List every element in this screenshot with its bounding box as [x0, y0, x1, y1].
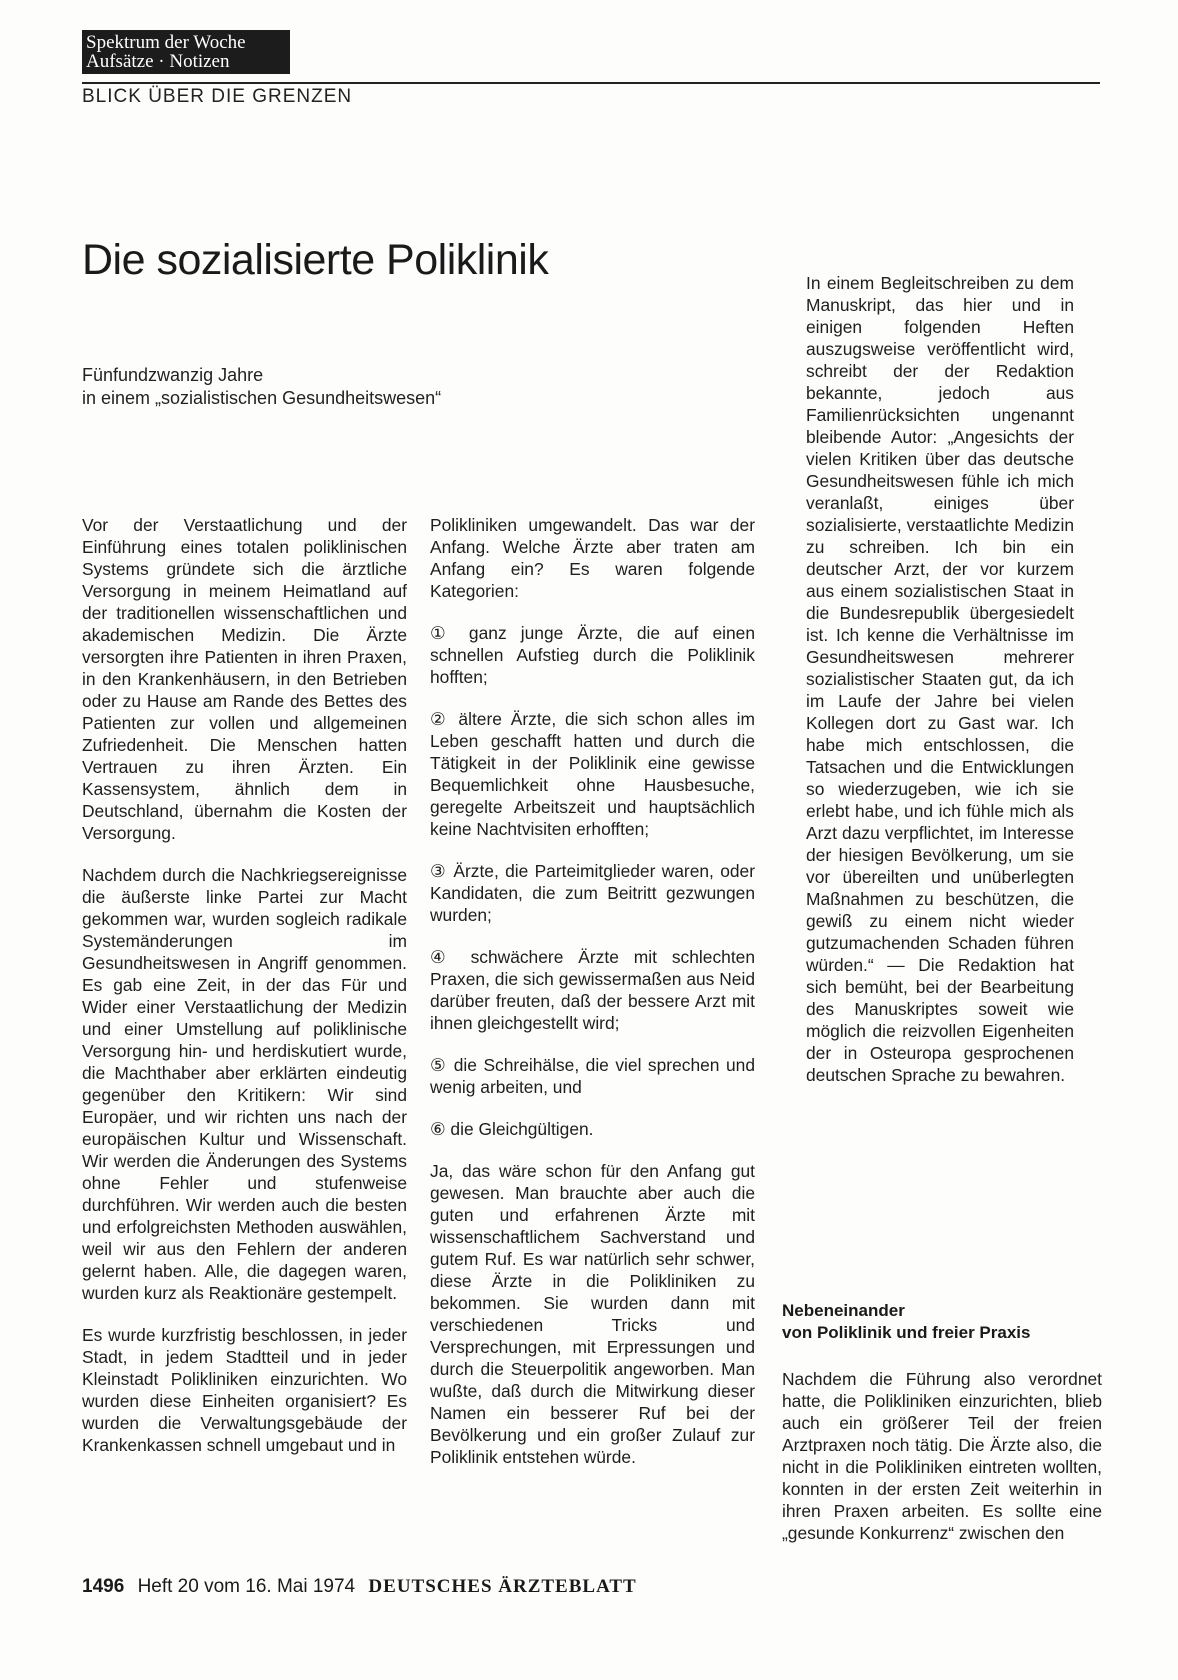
editorial-note-column	[806, 272, 1074, 1106]
paragraph: Nachdem die Führung also verordnet hatte, die Polikliniken einzurichten, blieb auch ein größerer Teil der freien Arztpraxen noch tätig. Die Ärzte also, die nicht in die Polikliniken eintreten wollten, konnten in der ersten Zeit weiterhin in ihren Praxen arbeiten. Es sollte eine „gesunde Konkurrenz“ zwischen den	[782, 1369, 1102, 1543]
magazine-name: DEUTSCHES ÄRZTEBLATT	[368, 1576, 637, 1597]
list-item: ③ Ärzte, die Parteimitglieder waren, oder Kandidaten, die zum Beitritt gezwungen wurden;	[430, 861, 755, 925]
list-item: ⑥ die Gleichgültigen.	[430, 1119, 594, 1139]
section-header-box	[82, 30, 290, 74]
paragraph: Vor der Verstaatlichung und der Einführung eines totalen poliklinischen Systems gründete sich die ärztliche Versorgung in meinem Heimatland auf der traditionellen wissenschaftlichen und akademischen Medizin. Die Ärzte versorgten ihre Patienten in ihren Praxen, in den Krankenhäusern, in den Betrieben oder zu Hause am Rande des Bettes des Patienten zur vollen und allgemeinen Zufriedenheit. Die Menschen hatten Vertrauen zu ihren Ärzten. Ein Kassensystem, ähnlich dem in Deutschland, übernahm die Kosten der Versorgung.	[82, 515, 407, 843]
section-label: BLICK ÜBER DIE GRENZEN	[82, 86, 353, 107]
header-line-2: Aufsätze · Notizen	[86, 51, 230, 72]
page-footer	[82, 1576, 637, 1598]
subheading-line-2: von Poliklinik und freier Praxis	[782, 1323, 1031, 1342]
article-subtitle	[82, 364, 441, 410]
paragraph: Ja, das wäre schon für den Anfang gut gewesen. Man brauchte aber auch die guten und erfahrenen Ärzte mit wissenschaftlichem Sachverstand und gutem Ruf. Es war natürlich sehr schwer, diese Ärzte in die Polikliniken zu bekommen. Sie wurden dann mit verschiedenen Tricks und Versprechungen, mit Erpressungen und durch die Steuerpolitik angeworben. Man wußte, daß durch die Mitwirkung dieser Namen ein besserer Ruf bei der Bevölkerung und ein großer Zulauf zur Poliklinik entstehen würde.	[430, 1161, 755, 1467]
article-title: Die sozialisierte Poliklinik	[82, 236, 549, 284]
list-item: ⑤ die Schreihälse, die viel sprechen und wenig arbeiten, und	[430, 1055, 755, 1097]
page-number: 1496	[82, 1576, 125, 1597]
paragraph: Es wurde kurzfristig beschlossen, in jeder Stadt, in jedem Stadtteil und in jeder Kleinstadt Polikliniken einzurichten. Wo wurden diese Einheiten organisiert? Es wurden die Verwaltungsgebäude der Krankenkassen schnell umgebaut und in	[82, 1325, 407, 1455]
paragraph: Polikliniken umgewandelt. Das war der Anfang. Welche Ärzte aber traten am Anfang ein? Es waren folgende Kategorien:	[430, 515, 755, 601]
subtitle-line-1: Fünfundzwanzig Jahre	[82, 365, 264, 385]
list-item: ④ schwächere Ärzte mit schlechten Praxen, die sich gewissermaßen aus Neid darüber freuten, daß der bessere Arzt mit ihnen gleichgestellt wird;	[430, 947, 755, 1033]
header-line-1: Spektrum der Woche	[86, 32, 246, 53]
editorial-note: In einem Begleitschreiben zu dem Manuskript, das hier und in einigen folgenden Heften auszugsweise veröffentlicht wird, schreibt der der Redaktion bekannte, jedoch aus Familienrücksichten ungenannt bleibende Autor: „Angesichts der vielen Kritiken über das deutsche Gesundheitswesen fühle ich mich veranlaßt, einiges über sozialisierte, verstaatlichte Medizin zu schreiben. Ich bin ein deutscher Arzt, der vor kurzem aus einem sozialistischen Staat in die Bundesrepublik übergesiedelt ist. Ich kenne die Verhältnisse im Gesundheitswesen mehrerer sozialistischer Staaten gut, da ich im Laufe der Jahre bei vielen Kollegen dort zu Gast war. Ich habe mich entschlossen, die Tatsachen und die Entwicklungen so wiederzugeben, wie ich sie erlebt habe, und ich fühle mich als Arzt dazu verpflichtet, im Interesse der hiesigen Bevölkerung, um sie vor übereilten und unüberlegten Maßnahmen zu beschützen, die gewiß zu einem nicht wieder gutzumachenden Schaden führen würden.“ — Die Redaktion hat sich bemüht, bei der Bearbeitung des Manuskriptes soweit wie möglich die reizvollen Eigenheiten der in Osteuropa gesprochenen deutschen Sprache zu bewahren.	[806, 273, 1074, 1085]
text-column-2	[430, 514, 755, 1488]
section-subheading	[782, 1300, 1030, 1344]
list-item: ② ältere Ärzte, die sich schon alles im Leben geschafft hatten und durch die Tätigkeit in der Poliklinik eine gewisse Bequemlichkeit ohne Hausbesuche, geregelte Arbeitszeit und hauptsächlich keine Nachtvisiten erhofften;	[430, 709, 755, 839]
text-column-1	[82, 514, 407, 1476]
paragraph: Nachdem durch die Nachkriegsereignisse die äußerste linke Partei zur Macht gekommen war, wurden sogleich radikale Systemänderungen im Gesundheitswesen in Angriff genommen. Es gab eine Zeit, in der das Für und Wider einer Verstaatlichung der Medizin und einer Umstellung auf poliklinische Versorgung hin- und herdiskutiert wurde, die Machthaber aber erklärten eindeutig gegenüber den Kritikern: Wir sind Europäer, und wir richten uns nach der europäischen Kultur und Wissenschaft. Wir werden die Änderungen des Systems ohne Fehler und stufenweise durchführen. Wir werden auch die besten und erfolgreichsten Methoden auswählen, weil wir aus den Fehlern der anderen gelernt haben. Alle, die dagegen waren, wurden kurz als Reaktionäre gestempelt.	[82, 865, 407, 1303]
subtitle-line-2: in einem „sozialistischen Gesundheitswesen“	[82, 388, 442, 408]
issue-info: Heft 20 vom 16. Mai 1974	[137, 1576, 356, 1597]
list-item: ① ganz junge Ärzte, die auf einen schnellen Aufstieg durch die Poliklinik hofften;	[430, 623, 755, 687]
header-divider	[82, 82, 1100, 84]
subheading-line-1: Nebeneinander	[782, 1301, 905, 1320]
text-column-4	[782, 1368, 1102, 1564]
